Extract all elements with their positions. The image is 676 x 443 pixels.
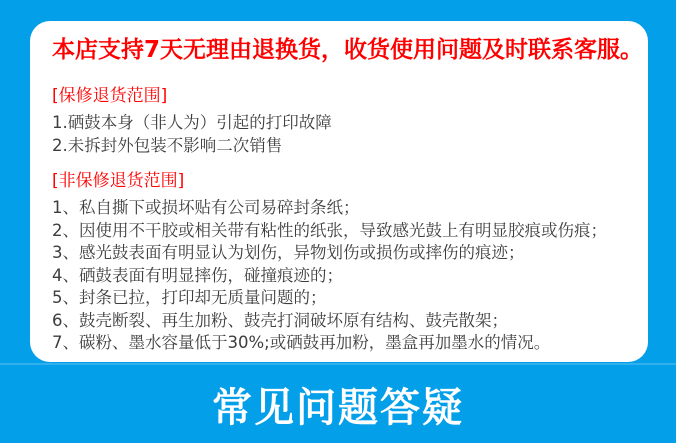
- non-warranty-list: [52, 197, 638, 355]
- non-warranty-section-label: [非保修退货范围]: [52, 171, 185, 191]
- list-item: 4、硒鼓表面有明显摔伤，碰撞痕迹的；: [52, 265, 343, 285]
- warranty-list: [52, 111, 638, 157]
- policy-headline: 本店支持7天无理由退换货，收货使用问题及时联系客服。: [52, 37, 644, 63]
- faq-section-title: 常见问题答疑: [212, 384, 464, 431]
- list-item: 6、鼓壳断裂、再生加粉、鼓壳打洞破坏原有结构、鼓壳散架；: [52, 310, 508, 330]
- list-item: 3、感光鼓表面有明显认为划伤，异物划伤或损伤或摔伤的痕迹；: [52, 243, 525, 262]
- warranty-section-label: [保修退货范围]: [52, 86, 168, 106]
- list-item: 1.硒鼓本身（非人为）引起的打印故障: [52, 113, 332, 132]
- list-item: 2、因使用不干胶或相关带有粘性的纸张，导致感光鼓上有明显胶痕或伤痕；: [52, 220, 607, 240]
- list-item: 1、私自撕下或损坏贴有公司易碎封条纸；: [52, 198, 360, 217]
- list-item: 5、封条已拉，打印却无质量问题的；: [52, 288, 327, 307]
- list-item: 2.未拆封外包装不影响二次销售: [52, 136, 283, 155]
- list-item: 7、碳粉、墨水容量低于30%;或硒鼓再加粉，墨盒再加墨水的情况。: [52, 333, 551, 352]
- return-policy-card: [30, 21, 648, 362]
- faq-banner: [0, 365, 676, 443]
